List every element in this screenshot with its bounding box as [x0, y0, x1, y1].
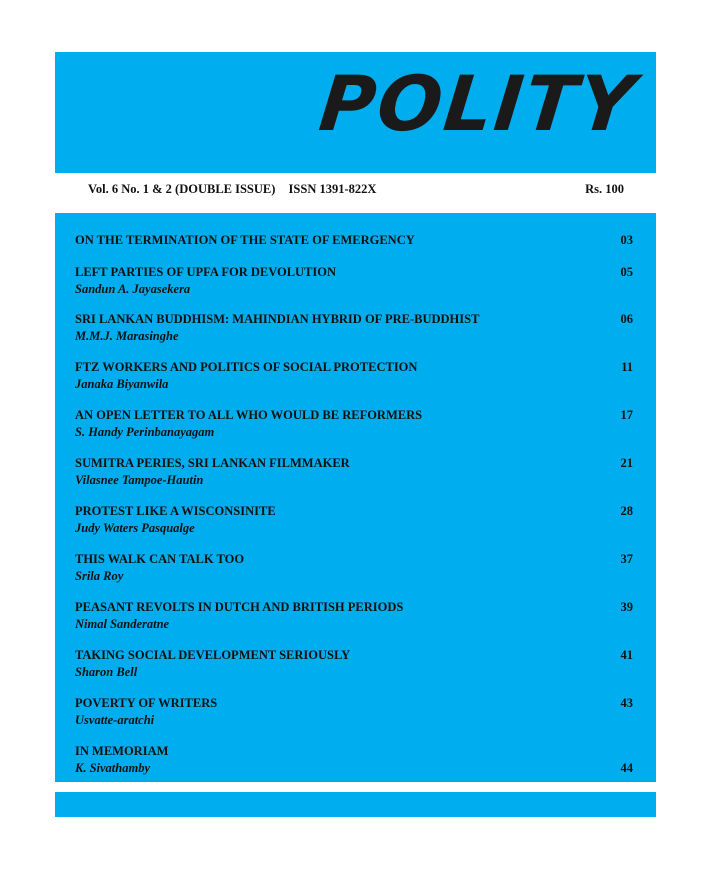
toc-entry-title: IN MEMORIAM — [75, 744, 169, 758]
issn-label: ISSN 1391-822X — [288, 182, 377, 196]
toc-entry-author: Nimal Sanderatne — [75, 617, 170, 631]
toc-entry-author: Janaka Biyanwila — [75, 377, 169, 391]
toc-entry[interactable] — [75, 265, 633, 297]
polity-logo: POLITY — [315, 59, 641, 148]
toc-entry-author: Sandun A. Jayasekera — [75, 282, 191, 296]
toc-entry-title: ON THE TERMINATION OF THE STATE OF EMERGENCY — [75, 233, 415, 247]
toc-entry-page: 41 — [620, 648, 633, 662]
toc-entry[interactable] — [75, 648, 633, 680]
footer-bar — [55, 792, 656, 817]
toc-entry-title: TAKING SOCIAL DEVELOPMENT SERIOUSLY — [75, 648, 351, 662]
toc-entry-page: 28 — [620, 504, 633, 518]
price-label: Rs. 100 — [585, 182, 624, 196]
toc-entry-page: 44 — [620, 761, 633, 775]
toc-entry-author: M.M.J. Marasinghe — [75, 329, 179, 343]
toc-entry[interactable] — [75, 696, 633, 728]
toc-entry-page: 39 — [620, 600, 633, 614]
toc-entry[interactable] — [75, 360, 633, 392]
toc-entry[interactable] — [75, 456, 633, 488]
toc-entry-author: Sharon Bell — [75, 665, 138, 679]
toc-entry-page: 03 — [620, 233, 633, 247]
toc-entry-title: THIS WALK CAN TALK TOO — [75, 552, 245, 566]
toc-entry-author: K. Sivathamby — [75, 761, 151, 775]
toc-entry-page: 17 — [620, 408, 633, 422]
volume-label: Vol. 6 No. 1 & 2 (DOUBLE ISSUE) — [88, 182, 276, 196]
toc-entry-page: 06 — [620, 312, 633, 326]
toc-entry-author: S. Handy Perinbanayagam — [75, 425, 215, 439]
toc-entry-title: AN OPEN LETTER TO ALL WHO WOULD BE REFORMERS — [75, 408, 423, 422]
table-of-contents — [55, 213, 656, 782]
toc-entry-page: 37 — [620, 552, 633, 566]
toc-entry[interactable] — [75, 504, 633, 536]
toc-entry[interactable] — [75, 408, 633, 440]
masthead-banner — [55, 52, 656, 173]
toc-entry[interactable] — [75, 744, 633, 776]
toc-entry[interactable] — [75, 552, 633, 584]
toc-entry-page: 11 — [621, 360, 633, 374]
toc-entry-title: FTZ WORKERS AND POLITICS OF SOCIAL PROTECTION — [75, 360, 418, 374]
toc-entry[interactable] — [75, 233, 633, 248]
issue-info-line — [88, 182, 624, 197]
toc-entry-author: Vilasnee Tampoe-Hautin — [75, 473, 204, 487]
toc-entry[interactable] — [75, 600, 633, 632]
toc-entry-title: SRI LANKAN BUDDHISM: MAHINDIAN HYBRID OF PRE-BUDDHIST — [75, 312, 480, 326]
toc-entry-title: PROTEST LIKE A WISCONSINITE — [75, 504, 276, 518]
toc-entry-author: Judy Waters Pasqualge — [75, 521, 195, 535]
issue-details — [88, 182, 386, 197]
toc-entry-title: POVERTY OF WRITERS — [75, 696, 218, 710]
toc-entry-title: PEASANT REVOLTS IN DUTCH AND BRITISH PERIODS — [75, 600, 404, 614]
toc-entry-page: 05 — [620, 265, 633, 279]
toc-entry-title: LEFT PARTIES OF UPFA FOR DEVOLUTION — [75, 265, 337, 279]
toc-entry[interactable] — [75, 312, 633, 344]
toc-entry-page: 21 — [620, 456, 633, 470]
toc-entry-author: Usvatte-aratchi — [75, 713, 155, 727]
toc-entry-author: Srila Roy — [75, 569, 124, 583]
toc-entry-page: 43 — [620, 696, 633, 710]
toc-entry-title: SUMITRA PERIES, SRI LANKAN FILMMAKER — [75, 456, 350, 470]
